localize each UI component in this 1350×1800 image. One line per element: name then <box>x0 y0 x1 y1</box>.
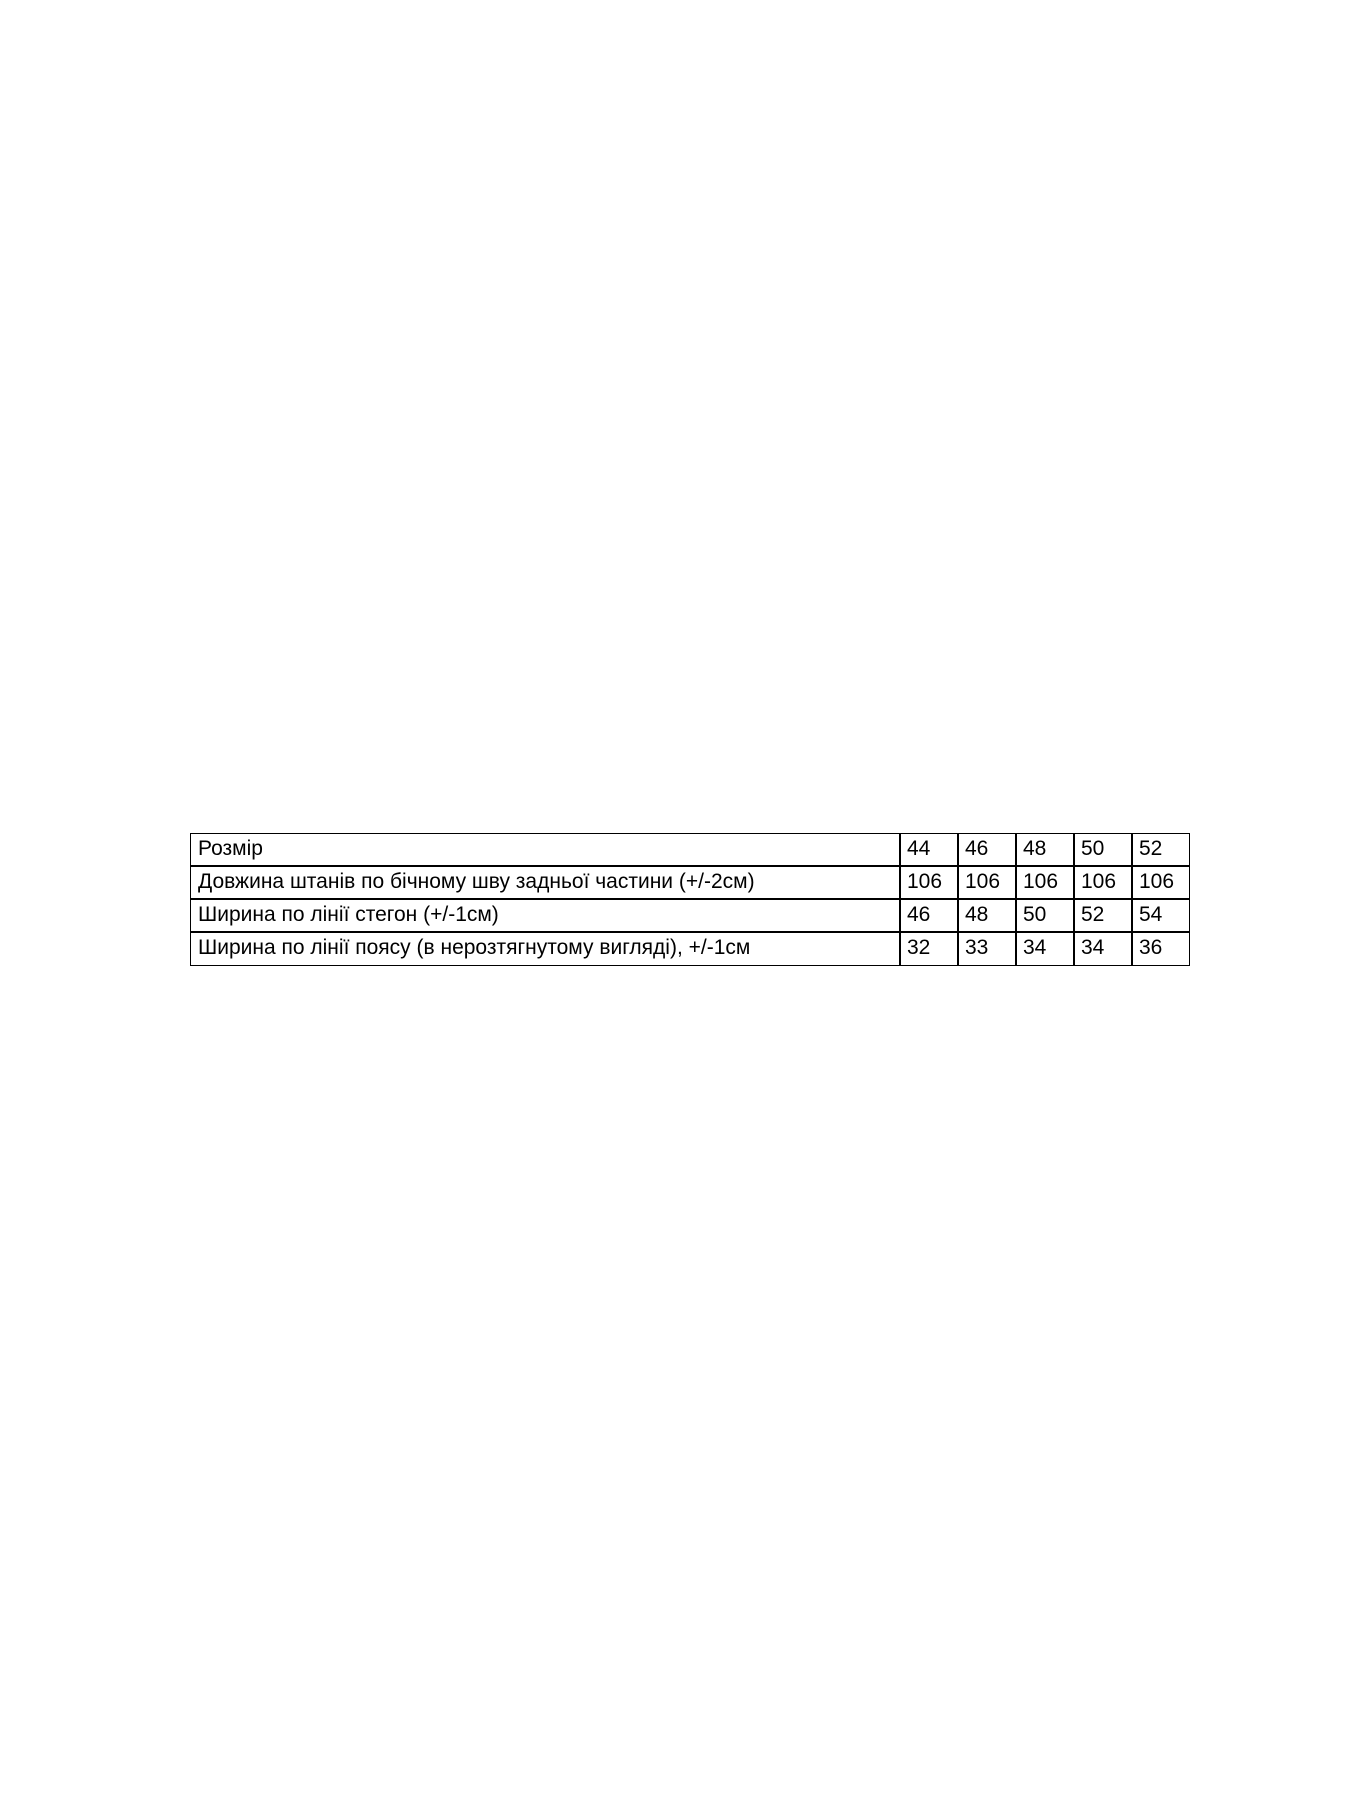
row-value: 50 <box>1074 833 1132 866</box>
row-value: 106 <box>958 866 1016 899</box>
row-value: 106 <box>900 866 958 899</box>
row-value: 46 <box>900 899 958 932</box>
table-row <box>190 833 1190 866</box>
row-value: 44 <box>900 833 958 866</box>
table-row <box>190 866 1190 899</box>
row-value: 36 <box>1132 932 1190 965</box>
table-row <box>190 932 1190 965</box>
row-value: 50 <box>1016 899 1074 932</box>
row-label: Розмір <box>190 833 900 866</box>
row-label: Ширина по лінії стегон (+/-1см) <box>190 899 900 932</box>
row-value: 106 <box>1132 866 1190 899</box>
table-row <box>190 899 1190 932</box>
row-value: 106 <box>1016 866 1074 899</box>
row-value: 48 <box>1016 833 1074 866</box>
row-label: Довжина штанів по бічному шву задньої частини (+/-2см) <box>190 866 900 899</box>
row-value: 34 <box>1074 932 1132 965</box>
row-value: 33 <box>958 932 1016 965</box>
row-value: 46 <box>958 833 1016 866</box>
row-value: 34 <box>1016 932 1074 965</box>
size-chart-container <box>190 833 1190 966</box>
size-chart-body <box>190 833 1190 966</box>
row-value: 52 <box>1074 899 1132 932</box>
row-label: Ширина по лінії поясу (в нерозтягнутому вигляді), +/-1см <box>190 932 900 965</box>
row-value: 106 <box>1074 866 1132 899</box>
row-value: 52 <box>1132 833 1190 866</box>
row-value: 48 <box>958 899 1016 932</box>
row-value: 32 <box>900 932 958 965</box>
size-chart-table <box>190 833 1190 966</box>
row-value: 54 <box>1132 899 1190 932</box>
